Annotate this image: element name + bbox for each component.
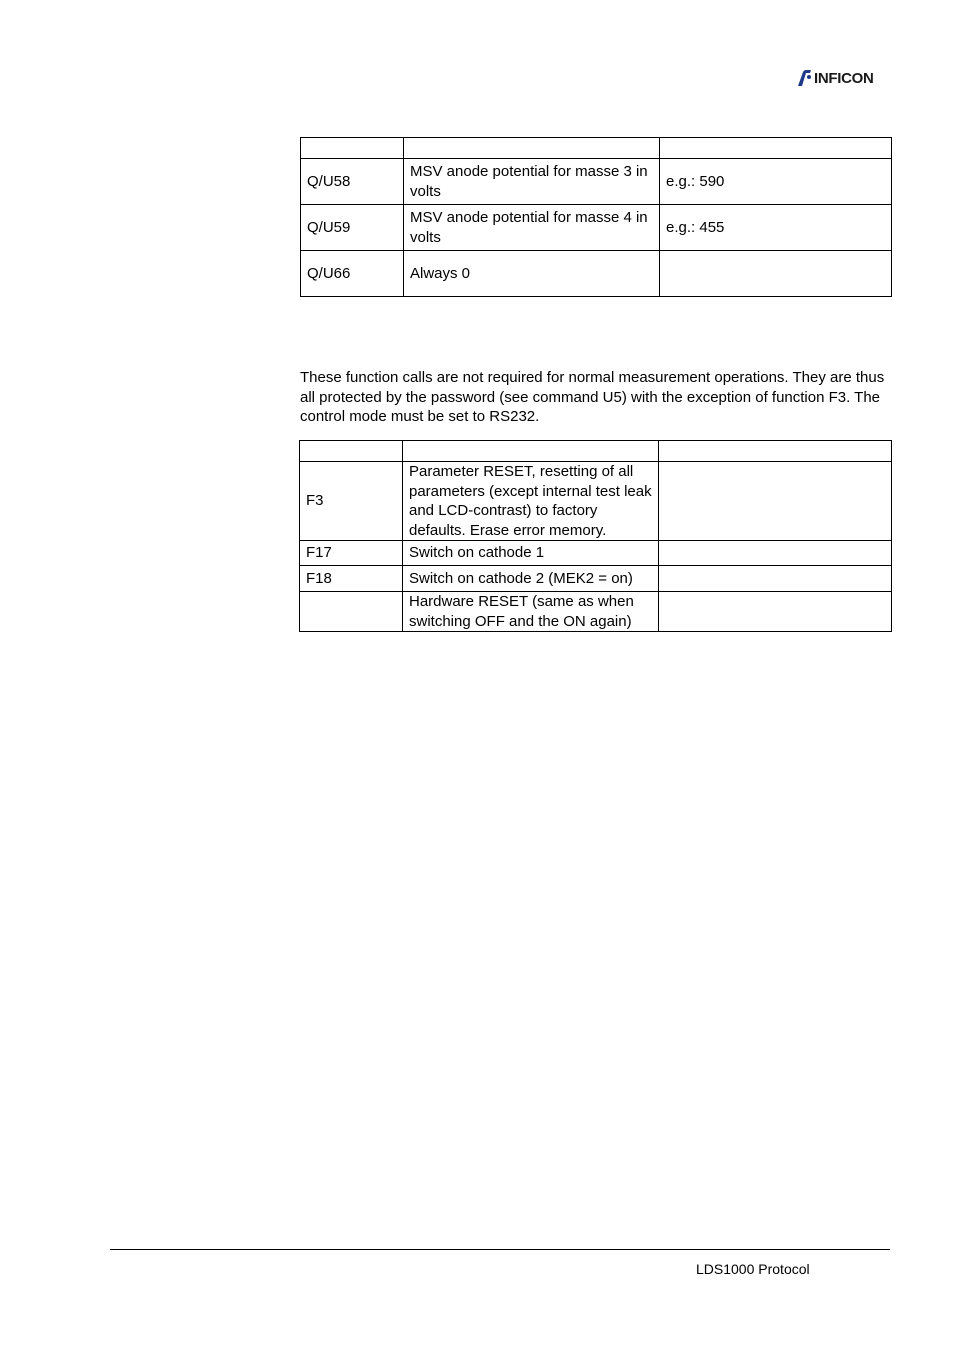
anode-potential-table	[300, 137, 892, 297]
table-header-row	[301, 138, 892, 159]
description-cell: MSV anode potential for masse 4 in volts	[404, 205, 660, 251]
command-cell: Q/U59	[301, 205, 404, 251]
function-calls-table	[299, 440, 892, 632]
description-cell: Parameter RESET, resetting of all parameters (except internal test leak and LCD-contrast) to factory defaults. Erase error memory.	[403, 462, 659, 541]
command-cell: Q/U66	[301, 251, 404, 297]
table-row	[301, 205, 892, 251]
command-cell: Q/U58	[301, 159, 404, 205]
logo-text: INFICON	[814, 69, 874, 87]
header-cell	[301, 138, 404, 159]
value-cell	[659, 592, 892, 632]
header-cell	[403, 441, 659, 462]
description-cell: Always 0	[404, 251, 660, 297]
header-cell	[300, 441, 403, 462]
inficon-logo	[795, 68, 874, 88]
value-cell: e.g.: 590	[660, 159, 892, 205]
value-cell	[659, 541, 892, 566]
value-cell	[659, 566, 892, 592]
table-row	[300, 541, 892, 566]
command-cell: F18	[300, 566, 403, 592]
table-header-row	[300, 441, 892, 462]
table-row	[300, 592, 892, 632]
description-cell: Hardware RESET (same as when switching OFF and the ON again)	[403, 592, 659, 632]
description-cell: Switch on cathode 1	[403, 541, 659, 566]
inficon-logo-icon	[795, 68, 813, 88]
description-cell: Switch on cathode 2 (MEK2 = on)	[403, 566, 659, 592]
header-cell	[660, 138, 892, 159]
command-cell: F17	[300, 541, 403, 566]
footer-document-name: LDS1000 Protocol	[696, 1261, 810, 1277]
function-calls-paragraph: These function calls are not required for normal measurement operations. They are thus all protected by the password (see command U5) with the exception of function F3. The control mode must be set to RS232.	[300, 369, 885, 425]
header-cell	[404, 138, 660, 159]
table-row	[300, 566, 892, 592]
command-cell	[300, 592, 403, 632]
table-row	[301, 251, 892, 297]
value-cell	[660, 251, 892, 297]
header-cell	[659, 441, 892, 462]
table-row	[301, 159, 892, 205]
value-cell: e.g.: 455	[660, 205, 892, 251]
value-cell	[659, 462, 892, 541]
command-cell: F3	[300, 462, 403, 541]
description-cell: MSV anode potential for masse 3 in volts	[404, 159, 660, 205]
table-row	[300, 462, 892, 541]
footer-divider	[110, 1249, 890, 1250]
